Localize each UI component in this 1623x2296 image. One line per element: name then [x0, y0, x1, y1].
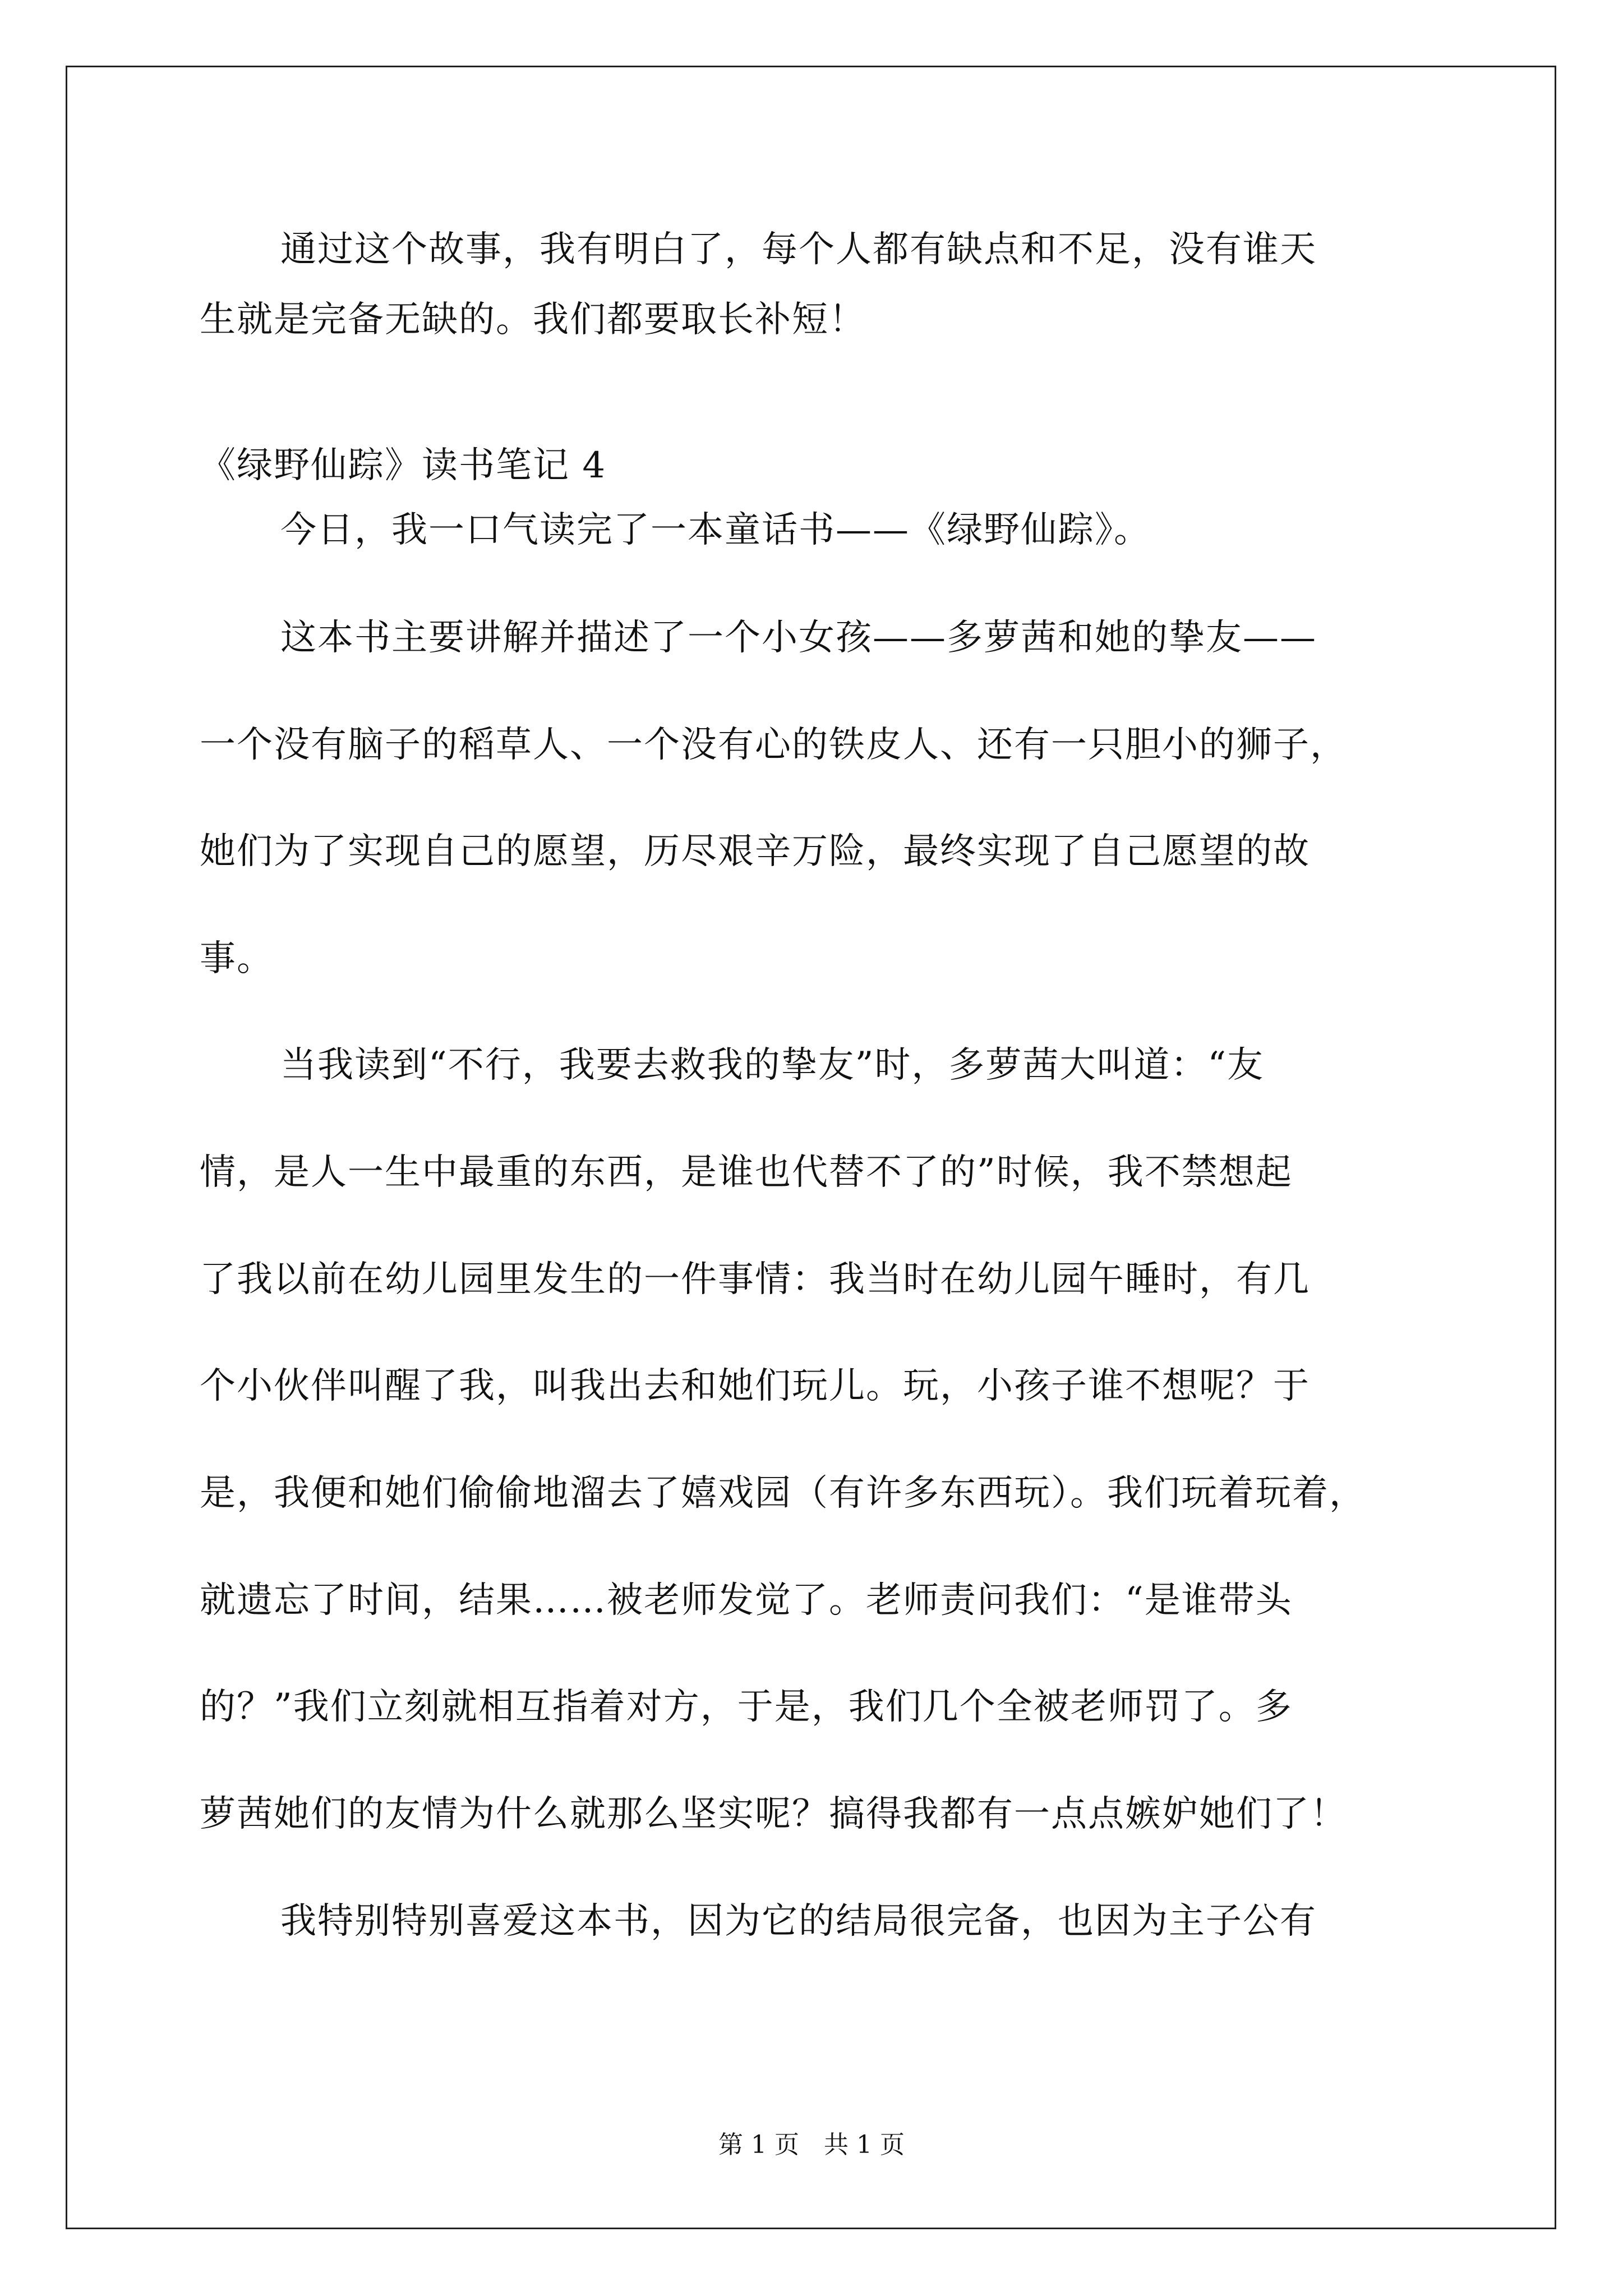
paragraph-line: 她们为了实现自己的愿望，历尽艰辛万险，最终实现了自己愿望的故	[200, 831, 1310, 872]
paragraph-line: 一个没有脑子的稻草人、一个没有心的铁皮人、还有一只胆小的狮子，	[200, 724, 1347, 766]
paragraph-line: 这本书主要讲解并描述了一个小女孩——多萝茜和她的挚友——	[280, 617, 1317, 659]
paragraph-line: 当我读到“不行，我要去救我的挚友”时，多萝茜大叫道：“友	[280, 1045, 1265, 1086]
paragraph-line: 个小伙伴叫醒了我，叫我出去和她们玩儿。玩，小孩子谁不想呢？于	[200, 1365, 1310, 1407]
paragraph-line: 今日，我一口气读完了一本童话书——《绿野仙踪》。	[280, 509, 1151, 551]
paragraph-line: 就遗忘了时间，结果……被老师发觉了。老师责问我们：“是谁带头	[200, 1580, 1293, 1621]
paragraph-line: 了我以前在幼儿园里发生的一件事情：我当时在幼儿园午睡时，有几	[200, 1259, 1310, 1300]
section-heading: 《绿野仙踪》读书笔记 4	[200, 445, 607, 486]
paragraph-line: 我特别特别喜爱这本书，因为它的结局很完备，也因为主子公有	[280, 1901, 1317, 1942]
paragraph-line: 情，是人一生中最重的东西，是谁也代替不了的”时候，我不禁想起	[200, 1152, 1293, 1193]
paragraph-line: 的？”我们立刻就相互指着对方，于是，我们几个全被老师罚了。多	[200, 1686, 1293, 1728]
paragraph-line: 是，我便和她们偷偷地溜去了嬉戏园（有许多东西玩）。我们玩着玩着，	[200, 1473, 1366, 1514]
paragraph-line: 萝茜她们的友情为什么就那么坚实呢？搞得我都有一点点嫉妒她们了！	[200, 1793, 1347, 1835]
paragraph-line: 事。	[200, 938, 274, 979]
page-number-footer: 第 1 页 共 1 页	[718, 2131, 905, 2159]
paragraph-line: 生就是完备无缺的。我们都要取长补短！	[200, 299, 866, 341]
paragraph-line: 通过这个故事，我有明白了，每个人都有缺点和不足，没有谁天	[280, 229, 1317, 270]
